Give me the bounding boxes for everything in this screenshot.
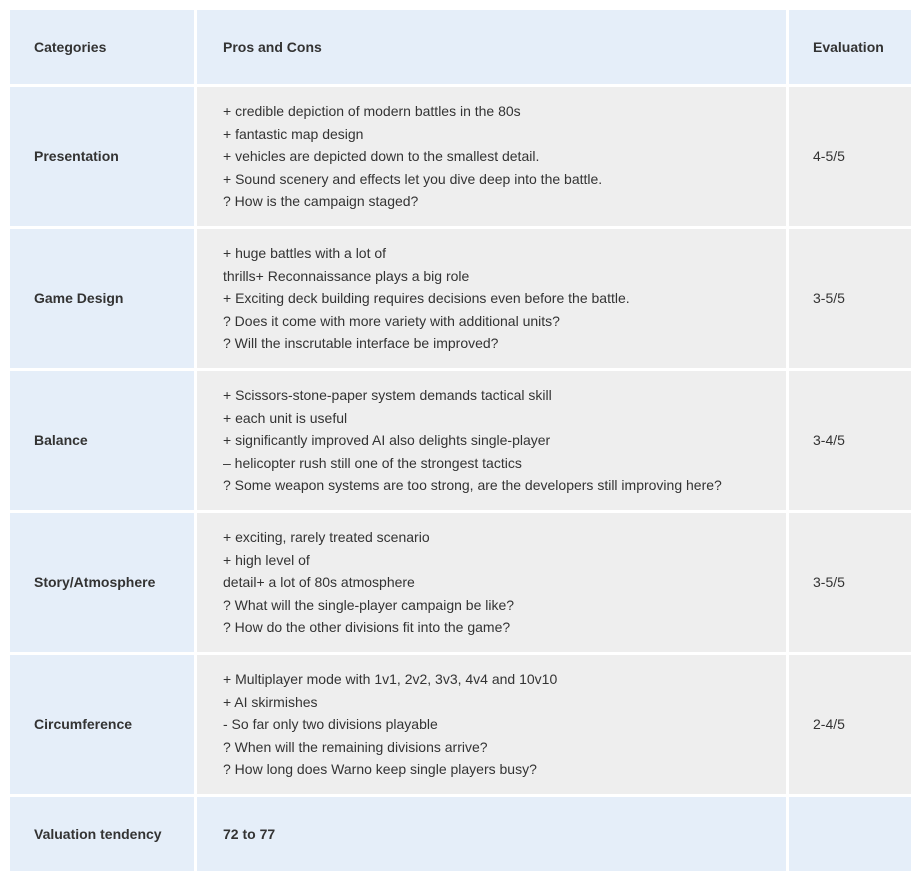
footer-value: 72 to 77: [197, 797, 789, 874]
row-category: Presentation: [10, 87, 197, 229]
pros-cons-line: + significantly improved AI also delights single-player: [223, 432, 551, 449]
pros-cons-line: ? Does it come with more variety with additional units?: [223, 312, 560, 329]
pros-cons-line: + Exciting deck building requires decisions even before the battle.: [223, 290, 630, 307]
pros-cons-line: detail+ a lot of 80s atmosphere: [223, 574, 415, 591]
row-pros-cons: [197, 371, 789, 513]
pros-cons-line: ? How is the campaign staged?: [223, 193, 419, 210]
pros-cons-line: + credible depiction of modern battles in the 80s: [223, 103, 521, 120]
row-evaluation: 3-5/5: [789, 513, 914, 655]
pros-cons-line: ? How long does Warno keep single players busy?: [223, 761, 537, 778]
row-evaluation: 3-4/5: [789, 371, 914, 513]
table-row: [10, 655, 914, 797]
pros-cons-line: ? What will the single-player campaign be like?: [223, 596, 515, 613]
pros-cons-line: + fantastic map design: [223, 125, 364, 142]
pros-cons-line: ? Will the inscrutable interface be improved?: [223, 335, 499, 352]
pros-cons-line: ? When will the remaining divisions arrive?: [223, 738, 488, 755]
review-table-container: [10, 10, 914, 874]
header-evaluation: Evaluation: [789, 10, 914, 87]
pros-cons-line: + each unit is useful: [223, 409, 348, 426]
row-pros-cons: [197, 513, 789, 655]
pros-cons-line: + Multiplayer mode with 1v1, 2v2, 3v3, 4v4 and 10v10: [223, 671, 558, 688]
row-evaluation: 3-5/5: [789, 229, 914, 371]
pros-cons-line: + Scissors-stone-paper system demands tactical skill: [223, 387, 552, 404]
pros-cons-line: + AI skirmishes: [223, 693, 318, 710]
pros-cons-line: + Sound scenery and effects let you dive deep into the battle.: [223, 170, 603, 187]
pros-cons-line: thrills+ Reconnaissance plays a big role: [223, 267, 470, 284]
pros-cons-line: + exciting, rarely treated scenario: [223, 529, 430, 546]
table-row: [10, 87, 914, 229]
pros-cons-line: – helicopter rush still one of the strongest tactics: [223, 454, 522, 471]
table-row: [10, 229, 914, 371]
row-pros-cons: [197, 87, 789, 229]
row-category: Balance: [10, 371, 197, 513]
table-header-row: [10, 10, 914, 87]
footer-evaluation: [789, 797, 914, 874]
pros-cons-line: + high level of: [223, 551, 310, 568]
row-evaluation: 2-4/5: [789, 655, 914, 797]
pros-cons-line: - So far only two divisions playable: [223, 716, 438, 733]
footer-category: Valuation tendency: [10, 797, 197, 874]
header-categories: Categories: [10, 10, 197, 87]
row-category: Story/Atmosphere: [10, 513, 197, 655]
row-category: Game Design: [10, 229, 197, 371]
header-pros-cons: Pros and Cons: [197, 10, 789, 87]
row-evaluation: 4-5/5: [789, 87, 914, 229]
row-category: Circumference: [10, 655, 197, 797]
pros-cons-line: ? Some weapon systems are too strong, are the developers still improving here?: [223, 477, 722, 494]
pros-cons-line: ? How do the other divisions fit into the game?: [223, 619, 511, 636]
pros-cons-line: + vehicles are depicted down to the smallest detail.: [223, 148, 540, 165]
pros-cons-line: + huge battles with a lot of: [223, 245, 387, 262]
row-pros-cons: [197, 655, 789, 797]
row-pros-cons: [197, 229, 789, 371]
table-footer-row: [10, 797, 914, 874]
table-row: [10, 513, 914, 655]
review-table: [10, 10, 914, 874]
table-row: [10, 371, 914, 513]
